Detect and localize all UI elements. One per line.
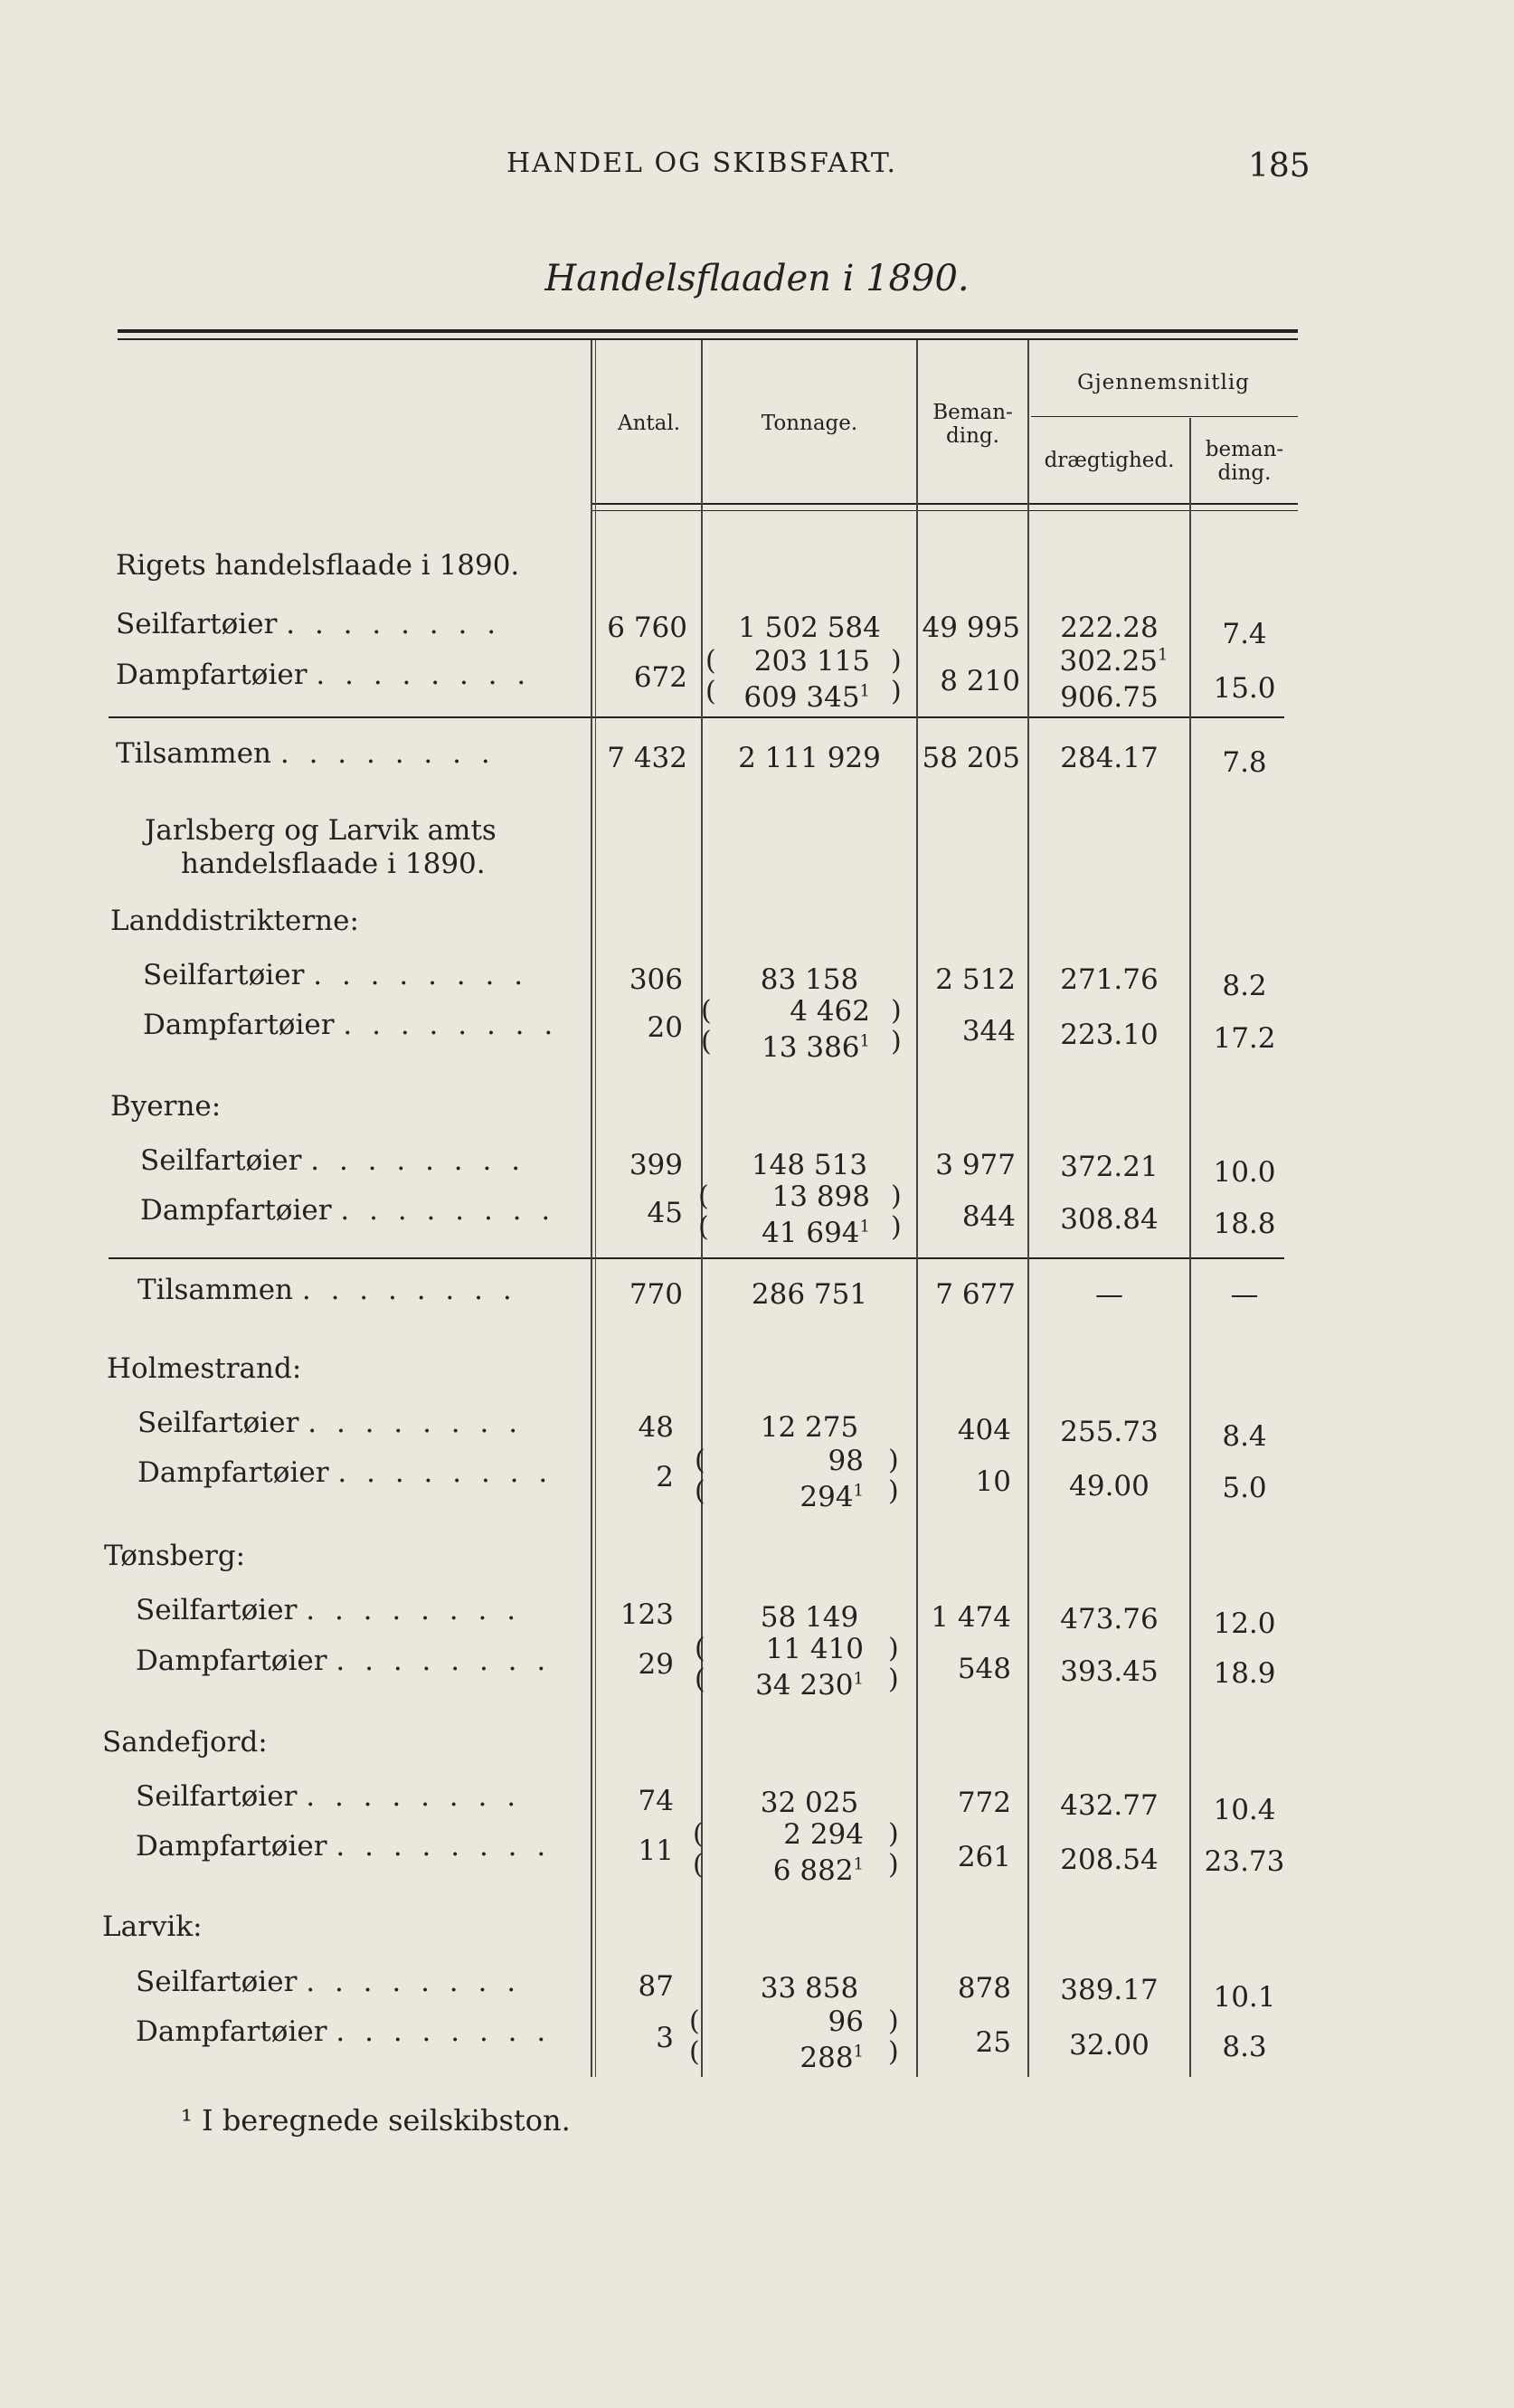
section-heading-jl-1: Jarlsberg og Larvik amts xyxy=(145,814,497,847)
brace-right-icon: ) ) xyxy=(888,1633,899,1695)
cell-draeg-r16: 32.00 xyxy=(1069,2029,1150,2062)
cell-draeg-r13: 432.77 xyxy=(1060,1789,1159,1822)
cell-draeg-r1: 222.28 xyxy=(1060,611,1159,644)
cell-draeg-r10: 49.00 xyxy=(1069,1470,1150,1503)
cell-tonnage-b-r16: $288^1$ xyxy=(800,2042,864,2074)
cell-tonnage-r15: 33 858 xyxy=(760,1972,859,2005)
cell-bem-r1: 49 995 xyxy=(922,611,1020,644)
cell-bem-r4: 2 512 xyxy=(935,963,1016,996)
cell-antal-r2: 672 xyxy=(633,661,687,694)
cell-bem-r12: 548 xyxy=(957,1653,1011,1685)
cell-tonnage-r4: 83 158 xyxy=(760,963,859,996)
cell-bem-r10: 10 xyxy=(975,1465,1011,1498)
cell-tonnage-r3: 2 111 929 xyxy=(738,742,881,774)
cell-bavg-r8: — xyxy=(1230,1278,1259,1311)
brace-left-icon: ( ( xyxy=(695,1633,705,1695)
row-label-r5: Dampfartøier . . . . . . . . xyxy=(143,1009,559,1041)
cell-tonnage-r13: 32 025 xyxy=(760,1787,859,1819)
cell-bavg-r13: 10.4 xyxy=(1213,1794,1276,1826)
cell-bavg-r9: 8.4 xyxy=(1222,1420,1267,1453)
cell-draeg-r14: 208.54 xyxy=(1060,1844,1159,1876)
cell-tonnage-a-r16: 96 xyxy=(828,2005,864,2038)
cell-antal-r16: 3 xyxy=(656,2022,674,2054)
section-heading-rigets: Rigets handelsflaade i 1890. xyxy=(116,549,520,582)
cell-tonnage-a-r12: 11 410 xyxy=(765,1633,864,1665)
row-label-r8: Tilsammen . . . . . . . . xyxy=(137,1274,517,1306)
row-label-r9: Seilfartøier . . . . . . . . xyxy=(137,1407,524,1439)
brace-left-icon: ( ( xyxy=(693,1818,704,1881)
section-heading-jl-2: handelsflaade i 1890. xyxy=(181,848,486,880)
cell-tonnage-b-r10: $294^1$ xyxy=(800,1481,864,1513)
cell-bavg-r1: 7.4 xyxy=(1222,618,1267,650)
row-label-r11: Seilfartøier . . . . . . . . xyxy=(136,1594,522,1626)
brace-right-icon: ) ) xyxy=(888,2005,899,2068)
row-label-r13: Seilfartøier . . . . . . . . xyxy=(136,1780,522,1813)
brace-left-icon: ( ( xyxy=(695,1445,705,1507)
jl-sum-rule xyxy=(109,1257,1284,1259)
cell-tonnage-r11: 58 149 xyxy=(760,1601,859,1634)
cell-draeg-r5: 223.10 xyxy=(1060,1019,1159,1051)
brace-right-icon: ) ) xyxy=(891,995,902,1057)
cell-bavg-r14: 23.73 xyxy=(1204,1845,1285,1878)
cell-tonnage-a-r2: 203 115 xyxy=(753,645,870,678)
cell-draeg-r3: 284.17 xyxy=(1060,742,1159,774)
cell-tonnage-a-r10: 98 xyxy=(828,1445,864,1477)
cell-antal-r4: 306 xyxy=(629,963,683,996)
brace-right-icon: ) ) xyxy=(891,1180,902,1243)
row-label-r2: Dampfartøier . . . . . . . . xyxy=(116,659,532,691)
subsection-heading-sandefjord: Sandefjord: xyxy=(102,1726,268,1759)
cell-bem-r15: 878 xyxy=(957,1972,1011,2005)
cell-bavg-r2: 15.0 xyxy=(1213,672,1276,705)
cell-bem-r6: 3 977 xyxy=(935,1149,1016,1181)
cell-antal-r13: 74 xyxy=(638,1785,674,1817)
cell-tonnage-r9: 12 275 xyxy=(760,1411,859,1444)
cell-bem-r9: 404 xyxy=(957,1414,1011,1446)
col-head-bemanding-avg: beman- ding. xyxy=(1205,438,1284,485)
row-label-r14: Dampfartøier . . . . . . . . xyxy=(136,1830,552,1863)
cell-bavg-r5: 17.2 xyxy=(1213,1022,1276,1055)
subsection-heading-land: Landdistrikterne: xyxy=(110,905,359,937)
cell-bavg-r12: 18.9 xyxy=(1213,1657,1276,1690)
brace-left-icon: ( ( xyxy=(701,995,712,1057)
cell-bem-r16: 25 xyxy=(975,2026,1011,2059)
row-label-r16: Dampfartøier . . . . . . . . xyxy=(136,2015,552,2048)
cell-antal-r10: 2 xyxy=(656,1461,674,1493)
cell-draeg-r11: 473.76 xyxy=(1060,1603,1159,1635)
col-divider-5 xyxy=(1189,418,1191,2077)
col-divider-1b xyxy=(595,340,596,2077)
cell-antal-r12: 29 xyxy=(638,1648,674,1681)
cell-tonnage-b-r2: 609 $345^1$ xyxy=(743,681,870,714)
running-title: HANDEL OG SKIBSFART. xyxy=(506,147,898,179)
cell-antal-r11: 123 xyxy=(620,1598,674,1631)
row-label-r4: Seilfartøier . . . . . . . . xyxy=(143,959,529,991)
header-bottom-rule xyxy=(592,503,1298,505)
rigets-sum-rule xyxy=(109,716,1284,718)
brace-left-icon: ( ( xyxy=(698,1180,709,1243)
col-head-gjennemsnitlig: Gjennemsnitlig xyxy=(1077,371,1250,394)
cell-bem-r3: 58 205 xyxy=(922,742,1020,774)
subsection-heading-tonsberg: Tønsberg: xyxy=(104,1540,246,1572)
cell-draeg-a-r2: 302.25$^1$ xyxy=(1059,645,1169,678)
subsection-heading-larvik: Larvik: xyxy=(102,1910,203,1943)
cell-tonnage-r6: 148 513 xyxy=(751,1149,868,1181)
brace-right-icon: ) ) xyxy=(888,1818,899,1881)
row-label-r3: Tilsammen . . . . . . . . xyxy=(116,737,496,770)
brace-right-icon: ) ) xyxy=(888,1445,899,1507)
cell-bavg-r6: 10.0 xyxy=(1213,1156,1276,1189)
row-label-r15: Seilfartøier . . . . . . . . xyxy=(136,1966,522,1998)
table-top-rule-thin xyxy=(118,338,1298,340)
col-head-antal: Antal. xyxy=(617,412,681,435)
brace-left-icon: ( ( xyxy=(689,2005,700,2068)
cell-bem-r11: 1 474 xyxy=(931,1601,1011,1634)
cell-bem-r8: 7 677 xyxy=(935,1278,1016,1311)
cell-bavg-r16: 8.3 xyxy=(1222,2031,1267,2063)
table-top-rule xyxy=(118,329,1298,333)
brace-right-icon: ) ) xyxy=(891,645,902,707)
cell-tonnage-a-r5: 4 462 xyxy=(790,995,870,1028)
col-head-bemanding: Beman- ding. xyxy=(932,401,1013,448)
subsection-heading-holmestrand: Holmestrand: xyxy=(107,1352,302,1385)
cell-bem-r14: 261 xyxy=(957,1841,1011,1873)
cell-antal-r5: 20 xyxy=(647,1011,683,1044)
cell-bavg-r7: 18.8 xyxy=(1213,1208,1276,1240)
subsection-heading-byerne: Byerne: xyxy=(110,1090,222,1123)
cell-antal-r3: 7 432 xyxy=(607,742,687,774)
cell-bem-r7: 844 xyxy=(961,1200,1016,1233)
row-label-r1: Seilfartøier . . . . . . . . xyxy=(116,608,502,640)
row-label-r10: Dampfartøier . . . . . . . . xyxy=(137,1456,554,1489)
cell-bem-r13: 772 xyxy=(957,1787,1011,1819)
cell-tonnage-r1: 1 502 584 xyxy=(738,611,881,644)
page-number: 185 xyxy=(1248,147,1311,185)
cell-bem-r2: 8 210 xyxy=(940,665,1020,697)
header-bottom-rule-thin xyxy=(592,510,1298,511)
row-label-r6: Seilfartøier . . . . . . . . xyxy=(140,1144,526,1177)
cell-draeg-b-r2: 906.75 xyxy=(1060,681,1159,714)
col-divider-1 xyxy=(591,340,592,2077)
cell-draeg-r7: 308.84 xyxy=(1060,1203,1159,1236)
cell-tonnage-r8: 286 751 xyxy=(751,1278,868,1311)
col-head-draegtighed: drægtighed. xyxy=(1044,449,1175,472)
page-title: Handelsflaaden i 1890. xyxy=(544,258,970,299)
footnote: ¹ I beregnede seilskibston. xyxy=(181,2103,571,2138)
cell-tonnage-b-r12: 34 $230^1$ xyxy=(755,1669,864,1702)
cell-draeg-r4: 271.76 xyxy=(1060,963,1159,996)
cell-bem-r5: 344 xyxy=(961,1015,1016,1048)
cell-antal-r9: 48 xyxy=(638,1411,674,1444)
cell-bavg-r11: 12.0 xyxy=(1213,1607,1276,1640)
cell-antal-r6: 399 xyxy=(629,1149,683,1181)
cell-antal-r7: 45 xyxy=(647,1197,683,1229)
cell-antal-r8: 770 xyxy=(629,1278,683,1311)
cell-bavg-r3: 7.8 xyxy=(1222,746,1267,779)
gjennemsnitlig-rule xyxy=(1031,416,1298,417)
cell-bavg-r15: 10.1 xyxy=(1213,1981,1276,2014)
row-label-r7: Dampfartøier . . . . . . . . xyxy=(140,1194,556,1227)
cell-tonnage-a-r7: 13 898 xyxy=(771,1180,870,1213)
cell-draeg-r8: — xyxy=(1095,1278,1123,1311)
cell-antal-r15: 87 xyxy=(638,1970,674,2003)
cell-draeg-r15: 389.17 xyxy=(1060,1974,1159,2006)
cell-tonnage-b-r14: 6 $882^1$ xyxy=(772,1854,864,1887)
cell-tonnage-b-r5: 13 $386^1$ xyxy=(762,1031,870,1064)
cell-antal-r1: 6 760 xyxy=(607,611,687,644)
cell-bavg-r10: 5.0 xyxy=(1222,1472,1267,1504)
cell-bavg-r4: 8.2 xyxy=(1222,970,1267,1002)
cell-draeg-r9: 255.73 xyxy=(1060,1416,1159,1448)
col-head-tonnage: Tonnage. xyxy=(761,412,858,435)
cell-tonnage-a-r14: 2 294 xyxy=(783,1818,864,1851)
cell-draeg-r6: 372.21 xyxy=(1060,1151,1159,1183)
cell-tonnage-b-r7: 41 $694^1$ xyxy=(762,1217,870,1249)
cell-draeg-r12: 393.45 xyxy=(1060,1655,1159,1688)
cell-antal-r14: 11 xyxy=(638,1834,674,1867)
brace-left-icon: ( ( xyxy=(705,645,716,707)
row-label-r12: Dampfartøier . . . . . . . . xyxy=(136,1645,552,1677)
